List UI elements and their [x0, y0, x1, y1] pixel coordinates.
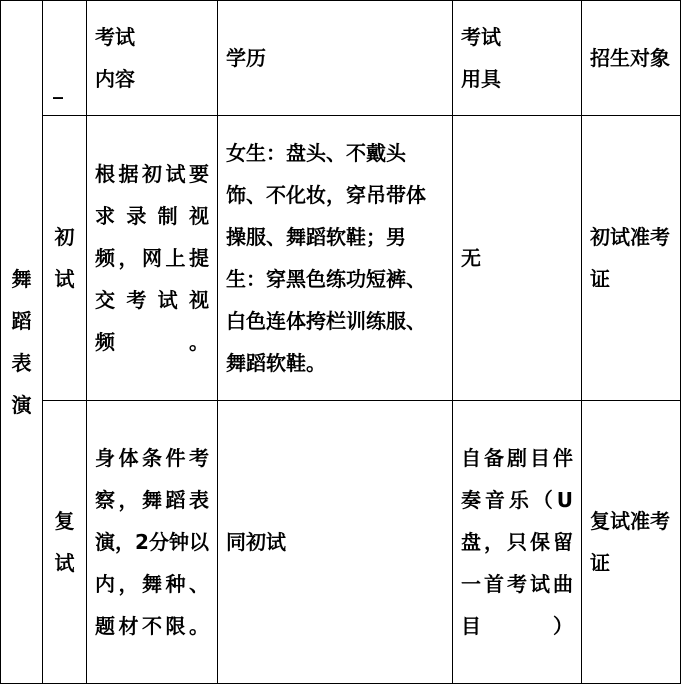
- education-text: 同初试: [226, 530, 286, 554]
- tools-cell: [453, 401, 582, 684]
- tools-text: 自备剧目伴奏音乐（U盘，只保留一首考试曲目）: [461, 446, 573, 638]
- target-cell: [582, 116, 681, 401]
- tools-cell: [453, 116, 582, 401]
- content-cell: [87, 401, 218, 684]
- header-target-cell: [582, 1, 681, 116]
- education-cell: [218, 116, 453, 401]
- header-tools-cell: [453, 1, 582, 116]
- target-text: 初试准考证: [590, 225, 670, 291]
- stage-cell: [43, 116, 87, 401]
- header-content: 考试 内容: [95, 25, 135, 91]
- header-content-cell: [87, 1, 218, 116]
- table-row: [1, 116, 681, 401]
- header-education-cell: [218, 1, 453, 116]
- education-text: 女生：盘头、不戴头饰、不化妆，穿吊带体操服、舞蹈软鞋；男生：穿黑色练功短裤、白色连体挎栏训练服、舞蹈软鞋。: [226, 141, 426, 375]
- stage-cell: [43, 401, 87, 684]
- education-cell: [218, 401, 453, 684]
- category-cell: [1, 1, 43, 684]
- header-blank-cell: [43, 1, 87, 116]
- category-label: 舞蹈表演: [11, 267, 32, 417]
- table-header-row: [1, 1, 681, 116]
- table-row: [1, 401, 681, 684]
- header-blank: _: [53, 75, 63, 99]
- content-text: 根据初试要求录制视频，网上提交考试视频。: [95, 162, 209, 354]
- target-text: 复试准考证: [590, 509, 670, 575]
- header-education: 学历: [226, 46, 266, 70]
- content-cell: [87, 116, 218, 401]
- tools-text: 无: [461, 246, 481, 270]
- stage-label: 初试: [54, 225, 75, 291]
- target-cell: [582, 401, 681, 684]
- header-target: 招生对象: [590, 46, 670, 70]
- content-text: 身体条件考察，舞蹈表演，2分钟以内，舞种、题材不限。: [95, 446, 209, 638]
- stage-label: 复试: [54, 509, 75, 575]
- header-tools: 考试 用具: [461, 25, 501, 91]
